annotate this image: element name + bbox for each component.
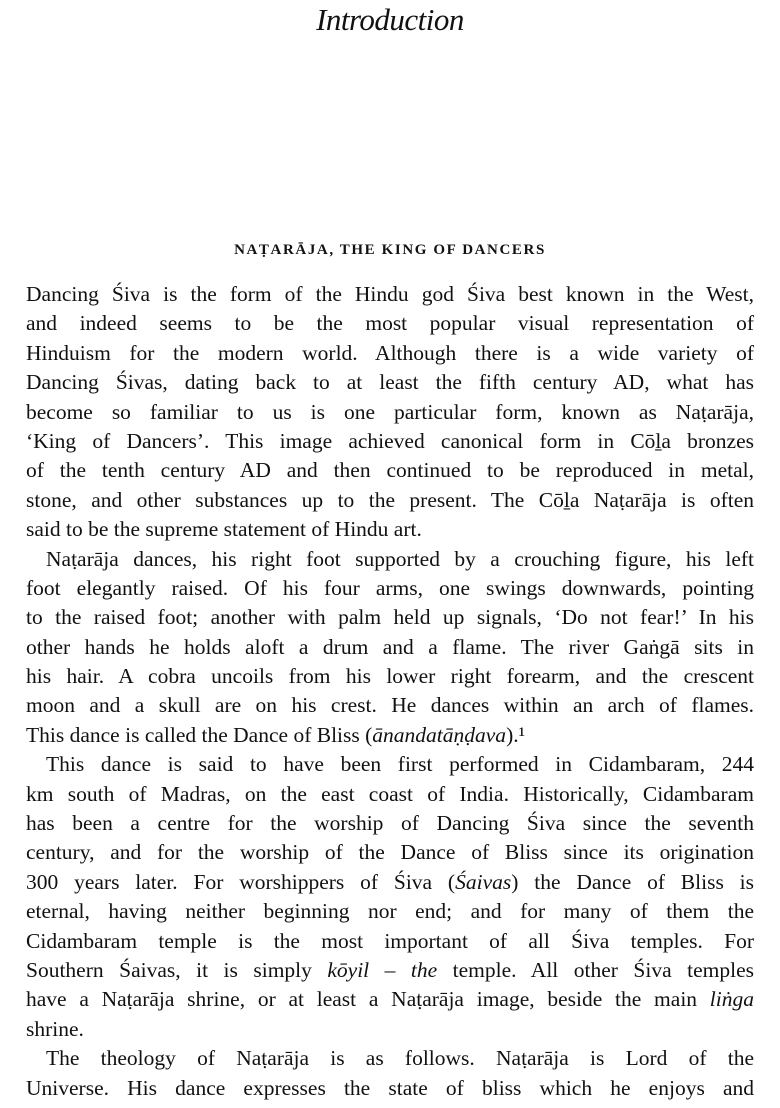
- text-line: [26, 956, 754, 985]
- italic-term: ānandatāṇḍava: [372, 722, 507, 747]
- text-segment: This dance is said to have been first performed in Cidambaram, 244: [46, 752, 754, 777]
- text-line: [26, 750, 754, 779]
- text-segment: moon and a skull are on his crest. He dances within an arch of flames.: [26, 693, 754, 718]
- text-line: [26, 309, 754, 338]
- text-segment: Dancing Śiva is the form of the Hindu god Śiva best known in the West,: [26, 282, 754, 306]
- text-segment: his hair. A cobra uncoils from his lower right forearm, and the crescent: [26, 664, 754, 689]
- text-line: [26, 427, 754, 456]
- text-line: [26, 897, 754, 926]
- text-segment: have a Naṭarāja shrine, or at least a Naṭarāja image, beside the main: [26, 987, 710, 1012]
- text-line: [26, 780, 754, 809]
- text-line: [26, 398, 754, 427]
- text-segment: become so familiar to us is one particular form, known as Naṭarāja,: [26, 399, 754, 424]
- text-segment: This dance is called the Dance of Bliss (: [26, 722, 373, 747]
- text-segment: 300 years later. For worshippers of Śiva (: [26, 869, 456, 894]
- text-line: [26, 927, 754, 956]
- text-segment: eternal, having neither beginning nor end; and for many of them the: [26, 899, 754, 924]
- text-segment: Hinduism for the modern world. Although there is a wide variety of: [26, 340, 754, 365]
- text-segment: century, and for the worship of the Dance of Bliss since its origination: [26, 840, 754, 865]
- text-segment: Cidambaram temple is the most important of all Śiva temples. For: [26, 928, 754, 953]
- text-segment: ).¹: [506, 722, 526, 747]
- text-segment: Naṭarāja dances, his right foot supported by a crouching figure, his left: [46, 546, 754, 571]
- text-segment: other hands he holds aloft a drum and a flame. The river Gaṅgā sits in: [26, 634, 754, 659]
- text-line: [26, 1074, 754, 1103]
- text-segment: said to be the supreme statement of Hindu art.: [26, 517, 422, 542]
- text-line: [26, 985, 754, 1014]
- text-line: [26, 456, 754, 485]
- text-line: [26, 280, 754, 309]
- text-line: [26, 868, 754, 897]
- text-line: [26, 662, 754, 691]
- text-line: [26, 838, 754, 867]
- text-line: [26, 339, 754, 368]
- text-segment: shrine.: [26, 1016, 84, 1041]
- text-line: [26, 603, 754, 632]
- text-segment: ) the Dance of Bliss is: [511, 869, 755, 894]
- italic-term: Śaivas: [455, 869, 512, 894]
- text-line: [26, 545, 754, 574]
- section-heading: NAṬARĀJA, THE KING OF DANCERS: [234, 242, 546, 258]
- italic-term: kōyil – the: [327, 957, 438, 982]
- text-line: [26, 574, 754, 603]
- text-line: [26, 368, 754, 397]
- body-text: [26, 280, 754, 1103]
- text-line: [26, 633, 754, 662]
- text-line: [26, 809, 754, 838]
- text-segment: and indeed seems to be the most popular visual representation of: [26, 311, 754, 336]
- page-title: Introduction: [316, 2, 464, 37]
- text-segment: of the tenth century AD and then continued to be reproduced in metal,: [26, 458, 754, 483]
- text-line: [26, 1015, 754, 1044]
- text-segment: km south of Madras, on the east coast of India. Historically, Cidambaram: [26, 781, 754, 806]
- text-segment: The theology of Naṭarāja is as follows. Naṭarāja is Lord of the: [46, 1046, 754, 1071]
- text-line: [26, 721, 754, 750]
- text-segment: temple. All other Śiva temples: [437, 957, 754, 982]
- text-segment: ‘King of Dancers’. This image achieved canonical form in Cōḻa bronzes: [26, 428, 754, 453]
- italic-term: liṅga: [709, 987, 754, 1012]
- text-line: [26, 515, 754, 544]
- text-segment: Universe. His dance expresses the state of bliss which he enjoys and: [26, 1075, 754, 1100]
- text-segment: foot elegantly raised. Of his four arms, one swings downwards, pointing: [26, 575, 754, 600]
- text-segment: Southern Śaivas, it is simply: [26, 957, 328, 982]
- text-line: [26, 1044, 754, 1073]
- text-segment: to the raised foot; another with palm held up signals, ‘Do not fear!’ In his: [26, 605, 754, 630]
- text-line: [26, 691, 754, 720]
- text-segment: has been a centre for the worship of Dancing Śiva since the seventh: [26, 811, 754, 836]
- text-segment: Dancing Śivas, dating back to at least the fifth century AD, what has: [26, 370, 754, 395]
- text-segment: stone, and other substances up to the present. The Cōḻa Naṭarāja is often: [26, 487, 754, 512]
- text-line: [26, 486, 754, 515]
